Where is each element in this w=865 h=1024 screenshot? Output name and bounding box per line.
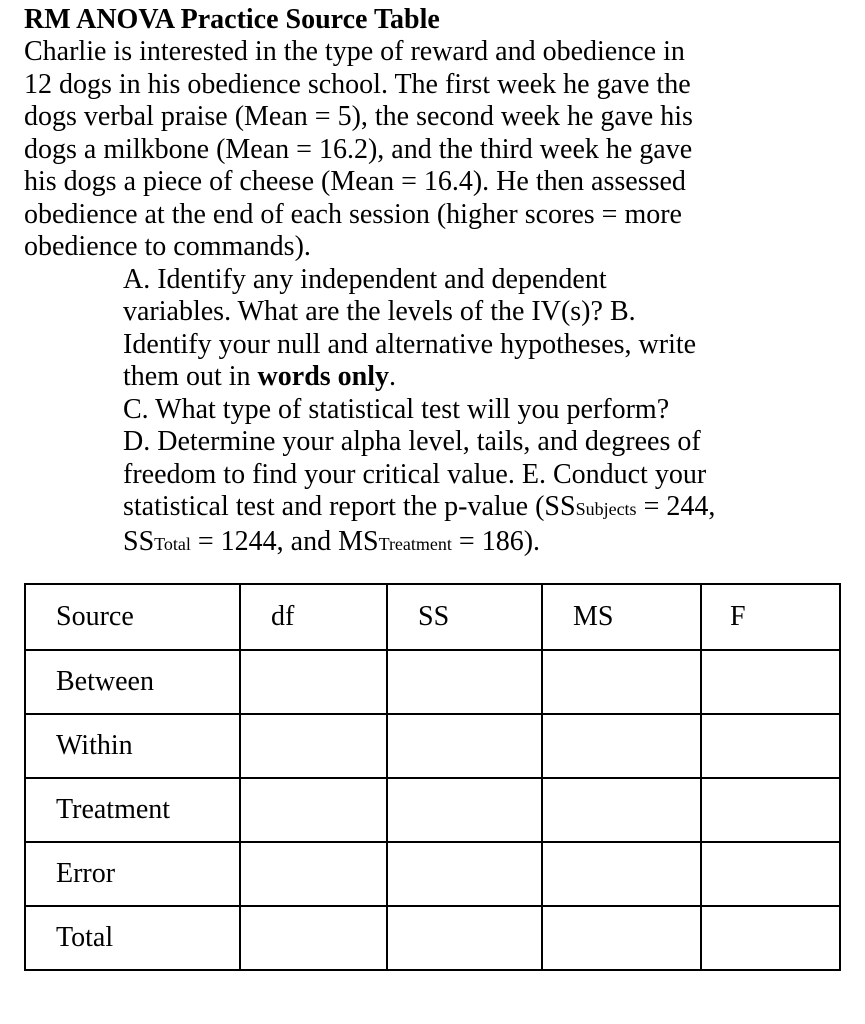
row-source-label: Total — [25, 906, 240, 970]
row-source-label: Treatment — [25, 778, 240, 842]
intro-paragraph — [24, 36, 844, 264]
page-title: RM ANOVA Practice Source Table — [24, 4, 440, 35]
intro-line: obedience to commands). — [24, 231, 311, 262]
subscript-text: Total — [154, 533, 191, 554]
question-line: D. Determine your alpha level, tails, and degrees of — [123, 426, 701, 457]
ss-cell[interactable] — [387, 778, 542, 842]
df-cell[interactable] — [240, 778, 387, 842]
df-cell[interactable] — [240, 714, 387, 778]
header-ss: SS — [387, 584, 542, 650]
f-cell[interactable] — [701, 650, 840, 714]
question-line: freedom to find your critical value. E. Conduct your — [123, 458, 707, 490]
question-line — [24, 491, 844, 526]
ms-cell[interactable] — [542, 906, 701, 970]
question-text: = 1244, and MS — [190, 525, 379, 557]
question-line — [24, 361, 844, 394]
anova-source-table — [24, 583, 841, 971]
subscript-text: Subjects — [575, 499, 637, 519]
emphasis-text: words only — [257, 361, 390, 392]
f-cell[interactable] — [701, 714, 840, 778]
table-row-total — [25, 906, 840, 970]
f-cell[interactable] — [701, 906, 840, 970]
row-source-label: Error — [25, 842, 240, 906]
header-df: df — [240, 584, 387, 650]
document — [24, 4, 844, 560]
question-line: Identify your null and alternative hypotheses, write — [123, 328, 697, 360]
row-source-label: Between — [25, 650, 240, 714]
header-source: Source — [25, 584, 240, 650]
df-cell[interactable] — [240, 650, 387, 714]
f-cell[interactable] — [701, 778, 840, 842]
header-ms: MS — [542, 584, 701, 650]
question-text: statistical test and report the p-value (SS — [123, 491, 576, 522]
table-row-error — [25, 842, 840, 906]
df-cell[interactable] — [240, 906, 387, 970]
intro-line: dogs a milkbone (Mean = 16.2), and the third week he gave — [24, 133, 693, 165]
question-line: C. What type of statistical test will you perform? — [123, 393, 670, 425]
intro-line: 12 dogs in his obedience school. The first week he gave the — [24, 68, 691, 100]
ms-cell[interactable] — [542, 714, 701, 778]
question-text: = 244, — [636, 491, 716, 522]
table-row-between — [25, 650, 840, 714]
table-header-row — [25, 584, 840, 650]
table-row-treatment — [25, 778, 840, 842]
question-line: variables. What are the levels of the IV(s)? B. — [123, 296, 636, 327]
question-line: A. Identify any independent and dependent — [123, 263, 607, 295]
question-text: . — [389, 361, 397, 392]
subscript-text: Treatment — [378, 533, 452, 554]
ss-cell[interactable] — [387, 714, 542, 778]
source-table-wrapper — [24, 583, 841, 971]
intro-line: his dogs a piece of cheese (Mean = 16.4). He then assessed — [24, 166, 686, 197]
df-cell[interactable] — [240, 842, 387, 906]
ms-cell[interactable] — [542, 778, 701, 842]
f-cell[interactable] — [701, 842, 840, 906]
header-f: F — [701, 584, 840, 650]
question-line — [24, 526, 844, 561]
table-row-within — [25, 714, 840, 778]
intro-line: obedience at the end of each session (higher scores = more — [24, 198, 682, 230]
ss-cell[interactable] — [387, 650, 542, 714]
ss-cell[interactable] — [387, 842, 542, 906]
ss-cell[interactable] — [387, 906, 542, 970]
questions-block — [24, 264, 844, 561]
ms-cell[interactable] — [542, 650, 701, 714]
question-text: SS — [123, 525, 155, 557]
intro-line: Charlie is interested in the type of reward and obedience in — [24, 36, 685, 67]
question-text: them out in — [123, 361, 258, 392]
question-text: = 186). — [451, 525, 541, 557]
ms-cell[interactable] — [542, 842, 701, 906]
intro-line: dogs verbal praise (Mean = 5), the second week he gave his — [24, 101, 693, 132]
row-source-label: Within — [25, 714, 240, 778]
